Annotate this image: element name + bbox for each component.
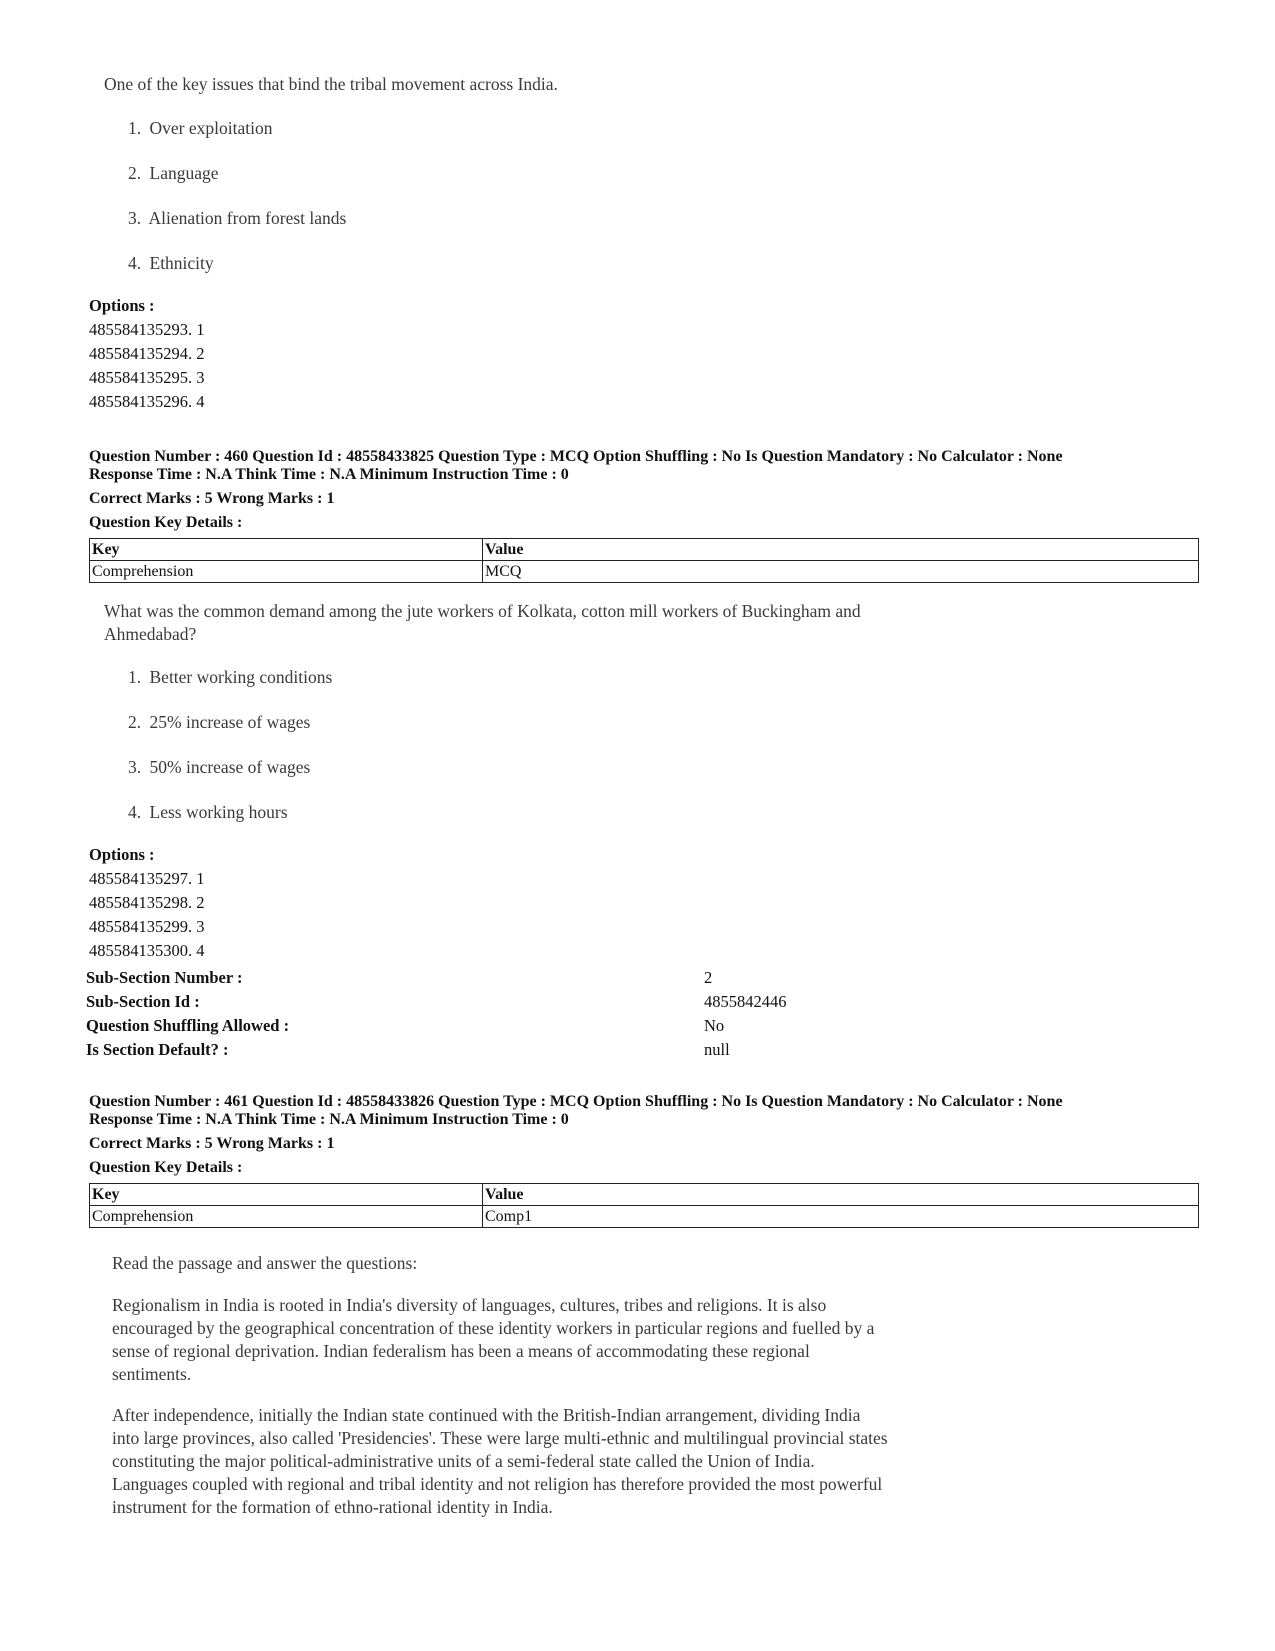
question-461-key-table	[89, 1183, 1199, 1228]
question-459-item-2	[128, 163, 219, 184]
item-label: Better working conditions	[149, 667, 333, 687]
option-row: 485584135295. 3	[89, 368, 205, 387]
item-number: 3.	[128, 757, 142, 777]
question-460-key-details-label: Question Key Details :	[89, 514, 243, 531]
item-label: Alienation from forest lands	[148, 208, 347, 228]
passage-line: instrument for the formation of ethno-rational identity in India.	[112, 1497, 553, 1517]
question-460-item-4	[128, 802, 288, 823]
passage-line: sentiments.	[112, 1364, 192, 1384]
question-461-marks: Correct Marks : 5 Wrong Marks : 1	[89, 1135, 335, 1152]
item-number: 3.	[128, 208, 142, 228]
question-460-meta-line2: Response Time : N.A Think Time : N.A Minimum Instruction Time : 0	[89, 466, 569, 483]
key-cell: Comprehension	[90, 1206, 483, 1228]
value-cell: Comp1	[483, 1206, 1199, 1228]
options-label: Options :	[89, 296, 155, 315]
question-text-line: Ahmedabad?	[104, 624, 197, 644]
options-label: Options :	[89, 845, 155, 864]
question-text-line: What was the common demand among the jute workers of Kolkata, cotton mill workers of Buckingham and	[104, 601, 861, 621]
sub-section-number-label: Sub-Section Number :	[86, 968, 243, 987]
item-label: Language	[149, 163, 219, 183]
item-number: 2.	[128, 712, 142, 732]
question-460-item-3	[128, 757, 310, 778]
passage-line: sense of regional deprivation. Indian federalism has been a means of accommodating these regional	[112, 1341, 810, 1361]
item-label: 50% increase of wages	[149, 757, 311, 777]
option-row: 485584135299. 3	[89, 917, 205, 936]
passage-line: into large provinces, also called 'Presidencies'. These were large multi-ethnic and multilingual provincial states	[112, 1428, 888, 1448]
passage-line: encouraged by the geographical concentration of these identity workers in particular regions and fuelled by a	[112, 1318, 875, 1338]
section-default-label: Is Section Default? :	[86, 1040, 229, 1059]
item-label: 25% increase of wages	[149, 712, 311, 732]
passage-line: Regionalism in India is rooted in India's diversity of languages, cultures, tribes and religions. It is also	[112, 1295, 827, 1315]
item-number: 2.	[128, 163, 142, 183]
sub-section-id-label: Sub-Section Id :	[86, 992, 200, 1011]
question-459-item-4	[128, 253, 214, 274]
question-460-text	[104, 600, 861, 646]
question-461-key-details-label: Question Key Details :	[89, 1159, 243, 1176]
passage-line: Languages coupled with regional and tribal identity and not religion has therefore provided the most powerful	[112, 1474, 883, 1494]
key-header: Key	[90, 1184, 483, 1206]
section-default-value: null	[704, 1040, 730, 1059]
key-cell: Comprehension	[90, 561, 483, 583]
item-number: 1.	[128, 118, 142, 138]
question-459-item-1	[128, 118, 272, 139]
item-label: Less working hours	[149, 802, 288, 822]
item-number: 1.	[128, 667, 142, 687]
question-shuffling-value: No	[704, 1016, 725, 1035]
table-header-row	[90, 539, 1199, 561]
sub-section-id-value: 4855842446	[704, 992, 787, 1011]
question-shuffling-label: Question Shuffling Allowed :	[86, 1016, 290, 1035]
option-row: 485584135293. 1	[89, 320, 205, 339]
question-460-item-2	[128, 712, 310, 733]
question-460-key-table	[89, 538, 1199, 583]
question-460-meta-line1: Question Number : 460 Question Id : 48558433825 Question Type : MCQ Option Shuffling : No Is Question Mandatory : No Calculator : None	[89, 448, 1063, 465]
option-row: 485584135296. 4	[89, 392, 205, 411]
question-459-text: One of the key issues that bind the tribal movement across India.	[104, 74, 558, 94]
option-row: 485584135298. 2	[89, 893, 205, 912]
item-label: Ethnicity	[149, 253, 214, 273]
item-number: 4.	[128, 253, 142, 273]
option-row: 485584135300. 4	[89, 941, 205, 960]
item-label: Over exploitation	[149, 118, 273, 138]
table-row	[90, 561, 1199, 583]
table-row	[90, 1206, 1199, 1228]
value-header: Value	[483, 539, 1199, 561]
passage-intro: Read the passage and answer the questions:	[112, 1253, 418, 1273]
question-461-meta-line2: Response Time : N.A Think Time : N.A Minimum Instruction Time : 0	[89, 1111, 569, 1128]
passage-line: constituting the major political-administrative units of a semi-federal state called the Union of India.	[112, 1451, 815, 1471]
item-number: 4.	[128, 802, 142, 822]
passage-paragraph-2	[112, 1404, 1012, 1519]
passage-line: After independence, initially the Indian state continued with the British-Indian arrangement, dividing India	[112, 1405, 861, 1425]
option-row: 485584135294. 2	[89, 344, 205, 363]
value-cell: MCQ	[483, 561, 1199, 583]
question-460-item-1	[128, 667, 332, 688]
table-header-row	[90, 1184, 1199, 1206]
key-header: Key	[90, 539, 483, 561]
question-460-marks: Correct Marks : 5 Wrong Marks : 1	[89, 490, 335, 507]
sub-section-number-value: 2	[704, 968, 713, 987]
question-459-item-3	[128, 208, 346, 229]
question-461-meta-line1: Question Number : 461 Question Id : 48558433826 Question Type : MCQ Option Shuffling : No Is Question Mandatory : No Calculator : None	[89, 1093, 1063, 1110]
option-row: 485584135297. 1	[89, 869, 205, 888]
passage-paragraph-1	[112, 1294, 1012, 1386]
value-header: Value	[483, 1184, 1199, 1206]
